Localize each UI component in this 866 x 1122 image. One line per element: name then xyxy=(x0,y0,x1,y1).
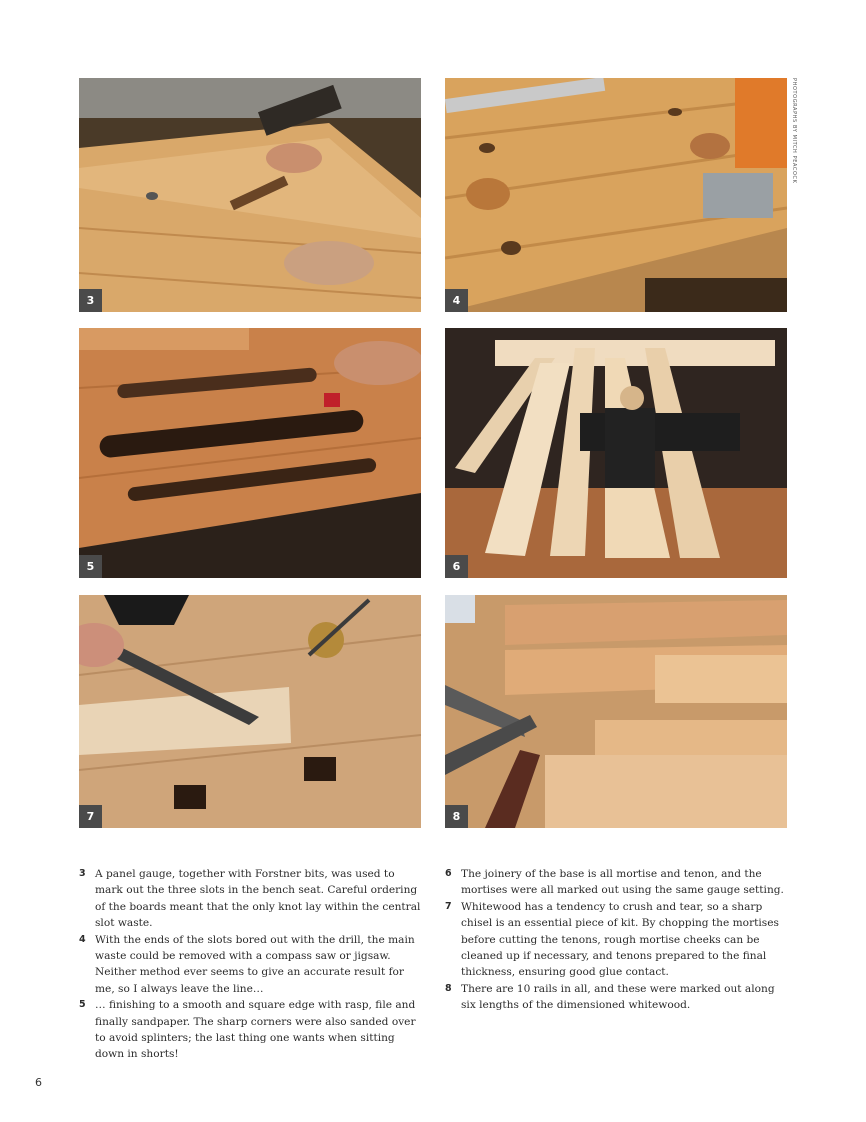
photo-5 xyxy=(79,328,421,578)
photo-number-badge: 8 xyxy=(445,805,468,828)
caption-text: A panel gauge, together with Forstner bits, was used to mark out the three slots in the bench seat. Careful ordering of the boards meant that the only knot lay within the central slot waste. xyxy=(95,868,421,930)
photo-7-image xyxy=(79,595,421,828)
caption-number: 5 xyxy=(79,999,86,1011)
photo-8 xyxy=(445,595,787,828)
photo-4 xyxy=(445,78,787,312)
caption-text: Whitewood has a tendency to crush and tear, so a sharp chisel is an essential piece of kit. By chopping the mortises before cutting the tenons, rough mortise cheeks can be cleaned up if necessary, and tenons prepared to the final thickness, ensuring good glue contact. xyxy=(461,900,779,979)
photo-number-badge: 6 xyxy=(445,555,468,578)
photo-3 xyxy=(79,78,421,312)
caption-6 xyxy=(445,866,790,899)
photo-number-badge: 5 xyxy=(79,555,102,578)
photo-6 xyxy=(445,328,787,578)
caption-5 xyxy=(79,997,424,1063)
caption-text: There are 10 rails in all, and these were marked out along six lengths of the dimensioned whitewood. xyxy=(461,982,775,1012)
photo-credit: PHOTOGRAPHS BY MITCH PEACOCK xyxy=(791,78,797,184)
caption-7 xyxy=(445,899,790,981)
caption-number: 7 xyxy=(445,900,452,912)
captions-right-column xyxy=(445,866,790,1014)
caption-8 xyxy=(445,981,790,1014)
photo-3-image xyxy=(79,78,421,312)
caption-text: With the ends of the slots bored out with the drill, the main waste could be removed with a compass saw or jigsaw. Neither method ever seems to give an accurate result for me, so I always leave the line… xyxy=(95,933,415,995)
caption-number: 3 xyxy=(79,868,86,879)
captions-left-column xyxy=(79,866,424,1063)
photo-8-image xyxy=(445,595,787,828)
photo-5-image xyxy=(79,328,421,578)
caption-text: … finishing to a smooth and square edge with rasp, file and finally sandpaper. The sharp corners were also sanded over to avoid splinters; the last thing one wants when sitting down in shorts! xyxy=(95,999,416,1061)
photo-7 xyxy=(79,595,421,828)
caption-number: 6 xyxy=(445,868,452,879)
caption-number: 4 xyxy=(79,933,86,945)
photo-4-image xyxy=(445,78,787,312)
photo-6-image xyxy=(445,328,787,578)
caption-3 xyxy=(79,866,424,932)
caption-number: 8 xyxy=(445,982,452,994)
photo-number-badge: 3 xyxy=(79,289,102,312)
photo-number-badge: 7 xyxy=(79,805,102,828)
page-number: 6 xyxy=(35,1076,42,1089)
caption-4 xyxy=(79,932,424,998)
caption-text: The joinery of the base is all mortise and tenon, and the mortises were all marked out using the same gauge setting. xyxy=(461,868,784,897)
photo-number-badge: 4 xyxy=(445,289,468,312)
